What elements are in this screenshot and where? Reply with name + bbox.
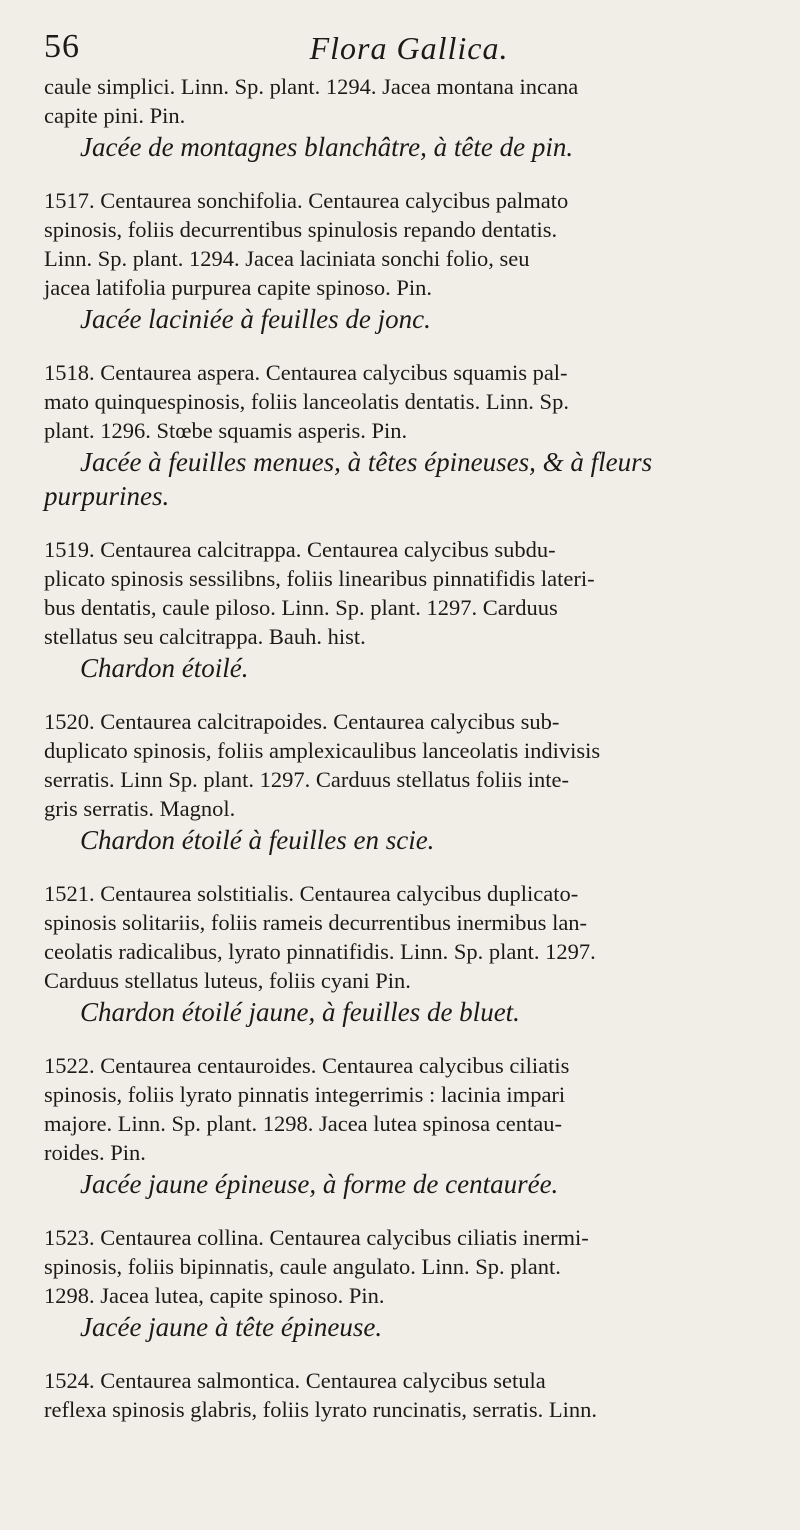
latin-line: Carduus stellatus luteus, foliis cyani Pin. <box>44 968 411 993</box>
species-entry-1522 <box>44 1051 774 1201</box>
french-name: Jacée laciniée à feuilles de jonc. <box>80 304 431 334</box>
french-name: Chardon étoilé à feuilles en scie. <box>80 825 435 855</box>
latin-line: Linn. Sp. plant. 1294. Jacea laciniata sonchi folio, seu <box>44 246 530 271</box>
latin-line: spinosis, foliis bipinnatis, caule angulato. Linn. Sp. plant. <box>44 1254 561 1279</box>
latin-line: 1517. Centaurea sonchifolia. Centaurea calycibus palmato <box>44 188 569 213</box>
latin-line: plant. 1296. Stœbe squamis asperis. Pin. <box>44 418 408 443</box>
species-entry-1524 <box>44 1366 774 1424</box>
latin-line: capite pini. Pin. <box>44 103 186 128</box>
french-name: Jacée à feuilles menues, à têtes épineuses, & à fleurs <box>80 447 653 477</box>
latin-line: majore. Linn. Sp. plant. 1298. Jacea lutea spinosa centau- <box>44 1111 562 1136</box>
latin-line: 1519. Centaurea calcitrappa. Centaurea calycibus subdu- <box>44 537 556 562</box>
latin-line: spinosis, foliis decurrentibus spinulosis repando dentatis. <box>44 217 558 242</box>
latin-line: gris serratis. Magnol. <box>44 796 236 821</box>
latin-line: 1298. Jacea lutea, capite spinoso. Pin. <box>44 1283 385 1308</box>
species-entry-1519 <box>44 535 774 685</box>
latin-line: 1518. Centaurea aspera. Centaurea calycibus squamis pal- <box>44 360 568 385</box>
latin-line: jacea latifolia purpurea capite spinoso. Pin. <box>44 275 432 300</box>
page-number: 56 <box>44 28 80 65</box>
french-name: Jacée jaune épineuse, à forme de centaurée. <box>80 1169 559 1199</box>
page-header <box>44 22 774 72</box>
latin-line: ceolatis radicalibus, lyrato pinnatifidis. Linn. Sp. plant. 1297. <box>44 939 596 964</box>
continuation-entry <box>44 72 774 164</box>
french-name-continued: purpurines. <box>44 481 170 511</box>
running-title: Flora Gallica. <box>309 30 509 66</box>
latin-line: 1521. Centaurea solstitialis. Centaurea calycibus duplicato- <box>44 881 579 906</box>
latin-line: caule simplici. Linn. Sp. plant. 1294. Jacea montana incana <box>44 74 579 99</box>
species-entry-1517 <box>44 186 774 336</box>
latin-line: duplicato spinosis, foliis amplexicaulibus lanceolatis indivisis <box>44 738 601 763</box>
latin-line: bus dentatis, caule piloso. Linn. Sp. plant. 1297. Carduus <box>44 595 558 620</box>
species-entry-1518 <box>44 358 774 513</box>
latin-line: 1523. Centaurea collina. Centaurea calycibus ciliatis inermi- <box>44 1225 589 1250</box>
latin-line: plicato spinosis sessilibns, foliis linearibus pinnatifidis lateri- <box>44 566 595 591</box>
french-name: Jacée de montagnes blanchâtre, à tête de pin. <box>80 132 574 162</box>
latin-line: spinosis solitariis, foliis rameis decurrentibus inermibus lan- <box>44 910 588 935</box>
french-name: Jacée jaune à tête épineuse. <box>80 1312 383 1342</box>
latin-line: mato quinquespinosis, foliis lanceolatis dentatis. Linn. Sp. <box>44 389 569 414</box>
french-name: Chardon étoilé. <box>80 653 249 683</box>
species-entry-1520 <box>44 707 774 857</box>
species-entry-1521 <box>44 879 774 1029</box>
latin-line: roides. Pin. <box>44 1140 146 1165</box>
latin-line: 1520. Centaurea calcitrapoides. Centaurea calycibus sub- <box>44 709 560 734</box>
latin-line: reflexa spinosis glabris, foliis lyrato runcinatis, serratis. Linn. <box>44 1397 598 1422</box>
latin-line: serratis. Linn Sp. plant. 1297. Carduus stellatus foliis inte- <box>44 767 569 792</box>
latin-line: 1524. Centaurea salmontica. Centaurea calycibus setula <box>44 1368 546 1393</box>
latin-line: 1522. Centaurea centauroides. Centaurea calycibus ciliatis <box>44 1053 570 1078</box>
species-entry-1523 <box>44 1223 774 1344</box>
latin-line: stellatus seu calcitrappa. Bauh. hist. <box>44 624 366 649</box>
latin-line: spinosis, foliis lyrato pinnatis integerrimis : lacinia impari <box>44 1082 566 1107</box>
french-name: Chardon étoilé jaune, à feuilles de bluet. <box>80 997 520 1027</box>
